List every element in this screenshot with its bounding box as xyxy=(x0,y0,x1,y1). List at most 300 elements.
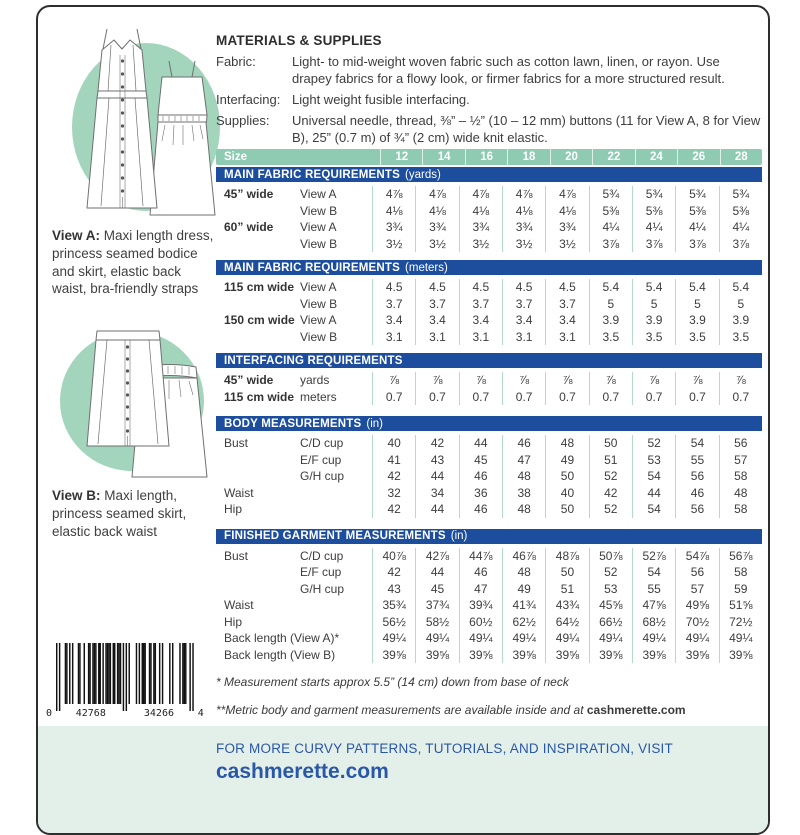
value-cell: 4.5 xyxy=(372,279,415,296)
barcode-bar xyxy=(144,643,145,704)
barcode-digits-group1: 42768 xyxy=(75,708,106,719)
barcode-bar xyxy=(150,643,151,704)
value-cell: 42 xyxy=(415,435,458,452)
value-cell: 0.7 xyxy=(545,389,588,406)
value-cell: 54 xyxy=(632,564,675,581)
row-sublabel: C/D cup xyxy=(300,436,344,450)
footnote-2-site: cashmerette.com xyxy=(586,703,686,717)
row-label: Back length (View A)* xyxy=(224,631,340,645)
value-cell: 46⅞ xyxy=(502,548,545,565)
value-cell: 49¼ xyxy=(632,630,675,647)
table-row xyxy=(216,485,762,502)
value-cell: 4.5 xyxy=(545,279,588,296)
value-cell: 58 xyxy=(719,468,762,485)
row-label xyxy=(216,329,300,346)
row-label xyxy=(216,468,300,485)
value-cell: 55 xyxy=(632,581,675,598)
table-sections xyxy=(216,167,762,666)
value-cell: 39⅝ xyxy=(545,647,588,664)
barcode-bar xyxy=(153,643,154,704)
value-cell: 56 xyxy=(675,564,718,581)
barcode-bar xyxy=(66,643,67,704)
value-cell: ⅞ xyxy=(632,372,675,389)
materials-row xyxy=(216,113,768,147)
barcode-bar xyxy=(92,643,93,704)
value-cell: 35¾ xyxy=(372,597,415,614)
value-cell: 56 xyxy=(675,501,718,518)
value-cell: 3.4 xyxy=(372,312,415,329)
value-cell: 4⅛ xyxy=(502,203,545,220)
table-row xyxy=(216,548,762,565)
value-cell: 49 xyxy=(502,581,545,598)
materials-text: Light- to mid-weight woven fabric such as cotton lawn, linen, or rayon. Use drapey fabrics for a flowy look, or firmer fabrics for a more structured result. xyxy=(292,54,725,86)
value-cell: 46 xyxy=(675,485,718,502)
table-row xyxy=(216,279,762,296)
table-row xyxy=(216,581,762,598)
section-unit: (in) xyxy=(366,417,383,430)
value-cell: 40⅞ xyxy=(372,548,415,565)
value-cell: 47 xyxy=(502,452,545,469)
table-row xyxy=(216,468,762,485)
row-label: Waist xyxy=(224,485,254,500)
value-cell: 72½ xyxy=(719,614,762,631)
table-row xyxy=(216,597,762,614)
value-cell: 49¼ xyxy=(372,630,415,647)
value-cell: 46 xyxy=(502,435,545,452)
value-cell: 59 xyxy=(719,581,762,598)
barcode-bar xyxy=(126,643,127,711)
value-cell: 50⅞ xyxy=(589,548,632,565)
value-cell: 5 xyxy=(589,296,632,313)
value-cell: 39⅝ xyxy=(502,647,545,664)
barcode-bar xyxy=(149,643,150,704)
row-label: Hip xyxy=(224,614,243,629)
barcode-bar xyxy=(105,643,106,704)
value-cell: 36 xyxy=(459,485,502,502)
row-label xyxy=(216,236,300,253)
row-label: 115 cm wide xyxy=(224,389,295,404)
value-cell: 55 xyxy=(675,452,718,469)
barcode-bar xyxy=(102,643,103,704)
value-cell: 3.7 xyxy=(502,296,545,313)
value-cell: 5¾ xyxy=(632,186,675,203)
section-header xyxy=(216,416,762,431)
row-label: 150 cm wide xyxy=(224,313,295,327)
row-sublabel: G/H cup xyxy=(300,469,345,483)
row-label: 45” wide xyxy=(224,373,274,387)
value-cell: 3.9 xyxy=(719,312,762,329)
value-cell: 3.9 xyxy=(675,312,718,329)
table-row xyxy=(216,219,762,236)
value-cell: 64½ xyxy=(545,614,588,631)
row-sublabel: View B xyxy=(300,329,338,344)
row-sublabel: View A xyxy=(300,313,337,327)
table-row xyxy=(216,389,762,406)
value-cell: 4⅛ xyxy=(372,203,415,220)
value-cell: 3¾ xyxy=(502,219,545,236)
value-cell: 49⅝ xyxy=(675,597,718,614)
value-cell: 3⅞ xyxy=(719,236,762,253)
value-cell: ⅞ xyxy=(415,372,458,389)
value-cell: 4¼ xyxy=(589,219,632,236)
section-rows xyxy=(216,368,762,408)
barcode-bar xyxy=(100,643,101,704)
value-cell: 60½ xyxy=(459,614,502,631)
table-row xyxy=(216,312,762,329)
table-row xyxy=(216,203,762,220)
value-cell: 34 xyxy=(415,485,458,502)
value-cell: 3.9 xyxy=(632,312,675,329)
banner-site: cashmerette.com xyxy=(216,760,389,783)
row-label: Bust xyxy=(224,436,249,450)
value-cell: 45 xyxy=(459,452,502,469)
view-a-caption xyxy=(52,227,214,298)
value-cell: 45⅝ xyxy=(589,597,632,614)
section-title: MAIN FABRIC REQUIREMENTS xyxy=(224,261,401,274)
value-cell: 57 xyxy=(675,581,718,598)
barcode-digits-group2: 34266 xyxy=(143,708,175,719)
value-cell: 4⅛ xyxy=(459,203,502,220)
table-row xyxy=(216,630,762,647)
barcode-bar xyxy=(84,643,85,704)
value-cell: 52⅞ xyxy=(632,548,675,565)
value-cell: 56 xyxy=(675,468,718,485)
row-sublabel: View B xyxy=(300,203,338,218)
barcode-bar xyxy=(184,643,185,704)
row-label xyxy=(216,203,300,220)
value-cell: 5 xyxy=(719,296,762,313)
value-cell: 48 xyxy=(545,435,588,452)
materials-label: Supplies: xyxy=(216,112,270,128)
value-cell: 42⅞ xyxy=(415,548,458,565)
size-column: 18 xyxy=(507,149,549,165)
size-header-row xyxy=(216,149,762,165)
footnote-2 xyxy=(216,703,762,717)
barcode-bar xyxy=(182,643,183,704)
value-cell: 3.4 xyxy=(545,312,588,329)
value-cell: 5.4 xyxy=(632,279,675,296)
value-cell: 3½ xyxy=(545,236,588,253)
value-cell: 5⅜ xyxy=(675,203,718,220)
table-row xyxy=(216,614,762,631)
value-cell: 5⅜ xyxy=(589,203,632,220)
size-column: 16 xyxy=(465,149,507,165)
view-b-label: View B: xyxy=(52,488,101,503)
section-rows xyxy=(216,182,762,255)
value-cell: 42 xyxy=(372,564,415,581)
table-row xyxy=(216,236,762,253)
barcode-bar xyxy=(143,643,144,704)
value-cell: 58 xyxy=(719,501,762,518)
row-label: Hip xyxy=(224,502,243,516)
value-cell: 51⅝ xyxy=(719,597,762,614)
barcode-bar xyxy=(192,643,193,711)
value-cell: 5¾ xyxy=(719,186,762,203)
value-cell: ⅞ xyxy=(675,372,718,389)
value-cell: 49¼ xyxy=(675,630,718,647)
barcode-bar xyxy=(129,643,130,704)
barcode-bar xyxy=(169,643,170,704)
section-unit: (yards) xyxy=(405,168,441,181)
section-unit: (meters) xyxy=(405,261,448,274)
value-cell: 3¾ xyxy=(415,219,458,236)
value-cell: 49¼ xyxy=(502,630,545,647)
value-cell: 3⅞ xyxy=(589,236,632,253)
barcode-bar xyxy=(69,643,70,704)
value-cell: 5⅜ xyxy=(719,203,762,220)
value-cell: 4⅞ xyxy=(372,186,415,203)
barcode-digit-left: 0 xyxy=(45,708,53,719)
size-column: 22 xyxy=(592,149,634,165)
value-cell: 48 xyxy=(502,468,545,485)
size-column: 12 xyxy=(380,149,422,165)
banner-tagline: FOR MORE CURVY PATTERNS, TUTORIALS, AND INSPIRATION, VISIT xyxy=(216,741,673,756)
value-cell: 46 xyxy=(459,501,502,518)
value-cell: 52 xyxy=(589,564,632,581)
value-cell: 3⅞ xyxy=(632,236,675,253)
barcode-bar xyxy=(172,643,173,704)
row-sublabel: G/H cup xyxy=(300,581,345,596)
row-label: 115 cm wide xyxy=(224,280,295,294)
value-cell: 39⅝ xyxy=(459,647,502,664)
value-cell: 3.9 xyxy=(589,312,632,329)
value-cell: 41¾ xyxy=(502,597,545,614)
value-cell: 3.4 xyxy=(502,312,545,329)
value-cell: 4⅛ xyxy=(415,203,458,220)
row-sublabel xyxy=(300,647,372,664)
table-row xyxy=(216,329,762,346)
value-cell: 5⅜ xyxy=(632,203,675,220)
value-cell: 44 xyxy=(459,435,502,452)
right-column xyxy=(216,7,768,833)
value-cell: 49¼ xyxy=(545,630,588,647)
value-cell: 66½ xyxy=(589,614,632,631)
value-cell: 39⅝ xyxy=(675,647,718,664)
barcode-bar xyxy=(120,643,121,704)
footnote-1: * Measurement starts approx 5.5” (14 cm) down from base of neck xyxy=(216,675,569,689)
row-sublabel: View A xyxy=(300,280,337,294)
value-cell: ⅞ xyxy=(719,372,762,389)
table-row xyxy=(216,372,762,389)
value-cell: ⅞ xyxy=(545,372,588,389)
value-cell: 0.7 xyxy=(719,389,762,406)
value-cell: 4⅞ xyxy=(502,186,545,203)
barcode-bar xyxy=(114,643,115,704)
value-cell: 43 xyxy=(372,581,415,598)
value-cell: 0.7 xyxy=(502,389,545,406)
section-title: BODY MEASUREMENTS xyxy=(224,417,362,430)
barcode-bar xyxy=(89,643,90,704)
value-cell: 42 xyxy=(372,468,415,485)
value-cell: 52 xyxy=(589,468,632,485)
value-cell: 3.1 xyxy=(372,329,415,346)
barcode-bar xyxy=(59,643,60,711)
value-cell: 49¼ xyxy=(459,630,502,647)
barcode-bar xyxy=(185,643,186,704)
value-cell: 3½ xyxy=(459,236,502,253)
barcode-bar xyxy=(79,643,80,704)
materials-heading: MATERIALS & SUPPLIES xyxy=(216,33,382,48)
value-cell: 4¼ xyxy=(632,219,675,236)
value-cell: 42 xyxy=(589,485,632,502)
value-cell: 3.7 xyxy=(415,296,458,313)
view-b-description: Maxi length, princess seamed skirt, elastic back waist xyxy=(52,488,187,539)
row-sublabel: yards xyxy=(300,373,330,387)
value-cell: 3.7 xyxy=(459,296,502,313)
value-cell: 4.5 xyxy=(459,279,502,296)
section-rows xyxy=(216,275,762,348)
value-cell: 0.7 xyxy=(459,389,502,406)
value-cell: 40 xyxy=(372,435,415,452)
barcode-bar xyxy=(189,643,190,711)
barcode-bar xyxy=(136,643,137,704)
row-label: 60” wide xyxy=(224,220,274,234)
value-cell: 3¾ xyxy=(372,219,415,236)
value-cell: 3¾ xyxy=(545,219,588,236)
value-cell: ⅞ xyxy=(589,372,632,389)
value-cell: 0.7 xyxy=(372,389,415,406)
value-cell: 5 xyxy=(632,296,675,313)
value-cell: 45 xyxy=(415,581,458,598)
section-header xyxy=(216,353,762,368)
section-header xyxy=(216,260,762,275)
materials-row xyxy=(216,92,768,109)
value-cell: 44 xyxy=(415,564,458,581)
size-column: 14 xyxy=(422,149,464,165)
value-cell: 39⅝ xyxy=(372,647,415,664)
value-cell: 50 xyxy=(545,501,588,518)
value-cell: 4¼ xyxy=(719,219,762,236)
value-cell: 52 xyxy=(632,435,675,452)
row-sublabel xyxy=(300,597,372,614)
table-row xyxy=(216,186,762,203)
value-cell: 62½ xyxy=(502,614,545,631)
value-cell: 38 xyxy=(502,485,545,502)
value-cell: 4⅞ xyxy=(459,186,502,203)
value-cell: 3.1 xyxy=(415,329,458,346)
row-sublabel: View B xyxy=(300,236,338,251)
barcode-bar xyxy=(107,643,108,704)
row-sublabel: meters xyxy=(300,389,337,404)
table-row xyxy=(216,435,762,452)
value-cell: 49¼ xyxy=(415,630,458,647)
row-label xyxy=(216,452,300,469)
value-cell: 49¼ xyxy=(589,630,632,647)
barcode-bar xyxy=(78,643,79,704)
row-sublabel xyxy=(300,501,372,518)
materials-section xyxy=(216,33,768,146)
pattern-back-card xyxy=(36,5,770,835)
row-sublabel xyxy=(300,630,372,647)
barcode-bar xyxy=(159,643,160,704)
value-cell: 41 xyxy=(372,452,415,469)
row-sublabel xyxy=(300,485,372,502)
row-label: Bust xyxy=(224,548,249,563)
value-cell: 54⅞ xyxy=(675,548,718,565)
value-cell: 58 xyxy=(719,564,762,581)
value-cell: 43¾ xyxy=(545,597,588,614)
value-cell: 3⅞ xyxy=(675,236,718,253)
value-cell: 54 xyxy=(632,501,675,518)
barcode-bar xyxy=(139,643,140,704)
size-tables xyxy=(216,149,762,717)
row-label: Waist xyxy=(224,598,254,612)
table-row xyxy=(216,501,762,518)
view-a-label: View A: xyxy=(52,228,101,243)
materials-text: Light weight fusible interfacing. xyxy=(292,91,470,107)
value-cell: 32 xyxy=(372,485,415,502)
value-cell: 3.4 xyxy=(459,312,502,329)
value-cell: 3.7 xyxy=(372,296,415,313)
value-cell: 0.7 xyxy=(632,389,675,406)
row-label: Back length (View B) xyxy=(224,647,336,662)
row-sublabel: E/F cup xyxy=(300,565,342,579)
barcode-bar xyxy=(110,643,111,704)
value-cell: 3.1 xyxy=(502,329,545,346)
value-cell: 42 xyxy=(372,501,415,518)
value-cell: 48 xyxy=(502,501,545,518)
value-cell: 5¾ xyxy=(675,186,718,203)
size-column: 28 xyxy=(720,149,762,165)
value-cell: 3.1 xyxy=(545,329,588,346)
value-cell: 56½ xyxy=(372,614,415,631)
value-cell: 47⅝ xyxy=(632,597,675,614)
view-b-illustration xyxy=(50,325,222,487)
value-cell: 3.1 xyxy=(459,329,502,346)
materials-text: Universal needle, thread, ⅜” – ½” (10 – 12 mm) buttons (11 for View A, 8 for View B), 25” (0.7 m) of ¾” (2 cm) wide knit elastic. xyxy=(292,112,761,145)
value-cell: 57 xyxy=(719,452,762,469)
row-sublabel xyxy=(300,614,372,631)
barcode-bar xyxy=(113,643,114,704)
value-cell: ⅞ xyxy=(372,372,415,389)
value-cell: 4.5 xyxy=(415,279,458,296)
materials-row xyxy=(216,54,768,88)
value-cell: 47 xyxy=(459,581,502,598)
footnote-2-text: **Metric body and garment measurements are available inside and at xyxy=(216,703,587,717)
barcode-bar xyxy=(65,643,66,704)
value-cell: 5.4 xyxy=(675,279,718,296)
value-cell: ⅞ xyxy=(459,372,502,389)
value-cell: 50 xyxy=(589,435,632,452)
value-cell: 48⅞ xyxy=(545,548,588,565)
value-cell: 43 xyxy=(415,452,458,469)
value-cell: 3.4 xyxy=(415,312,458,329)
barcode-bar xyxy=(162,643,163,704)
row-sublabel: View B xyxy=(300,296,338,311)
value-cell: 44 xyxy=(415,468,458,485)
value-cell: 3.5 xyxy=(589,329,632,346)
table-row xyxy=(216,296,762,313)
value-cell: 56 xyxy=(719,435,762,452)
value-cell: 48 xyxy=(719,485,762,502)
table-row xyxy=(216,647,762,664)
value-cell: 0.7 xyxy=(675,389,718,406)
barcode-bar xyxy=(142,643,143,704)
value-cell: 39¾ xyxy=(459,597,502,614)
value-cell: 53 xyxy=(632,452,675,469)
value-cell: 40 xyxy=(545,485,588,502)
value-cell: 44 xyxy=(415,501,458,518)
section-rows xyxy=(216,431,762,521)
row-label xyxy=(216,581,300,598)
value-cell: ⅞ xyxy=(502,372,545,389)
section-title: FINISHED GARMENT MEASUREMENTS xyxy=(224,530,446,542)
barcode-bar xyxy=(72,643,73,704)
barcode-bar xyxy=(94,643,95,704)
barcode-digit-right: 4 xyxy=(197,708,204,719)
value-cell: 0.7 xyxy=(415,389,458,406)
section-header xyxy=(216,167,762,182)
